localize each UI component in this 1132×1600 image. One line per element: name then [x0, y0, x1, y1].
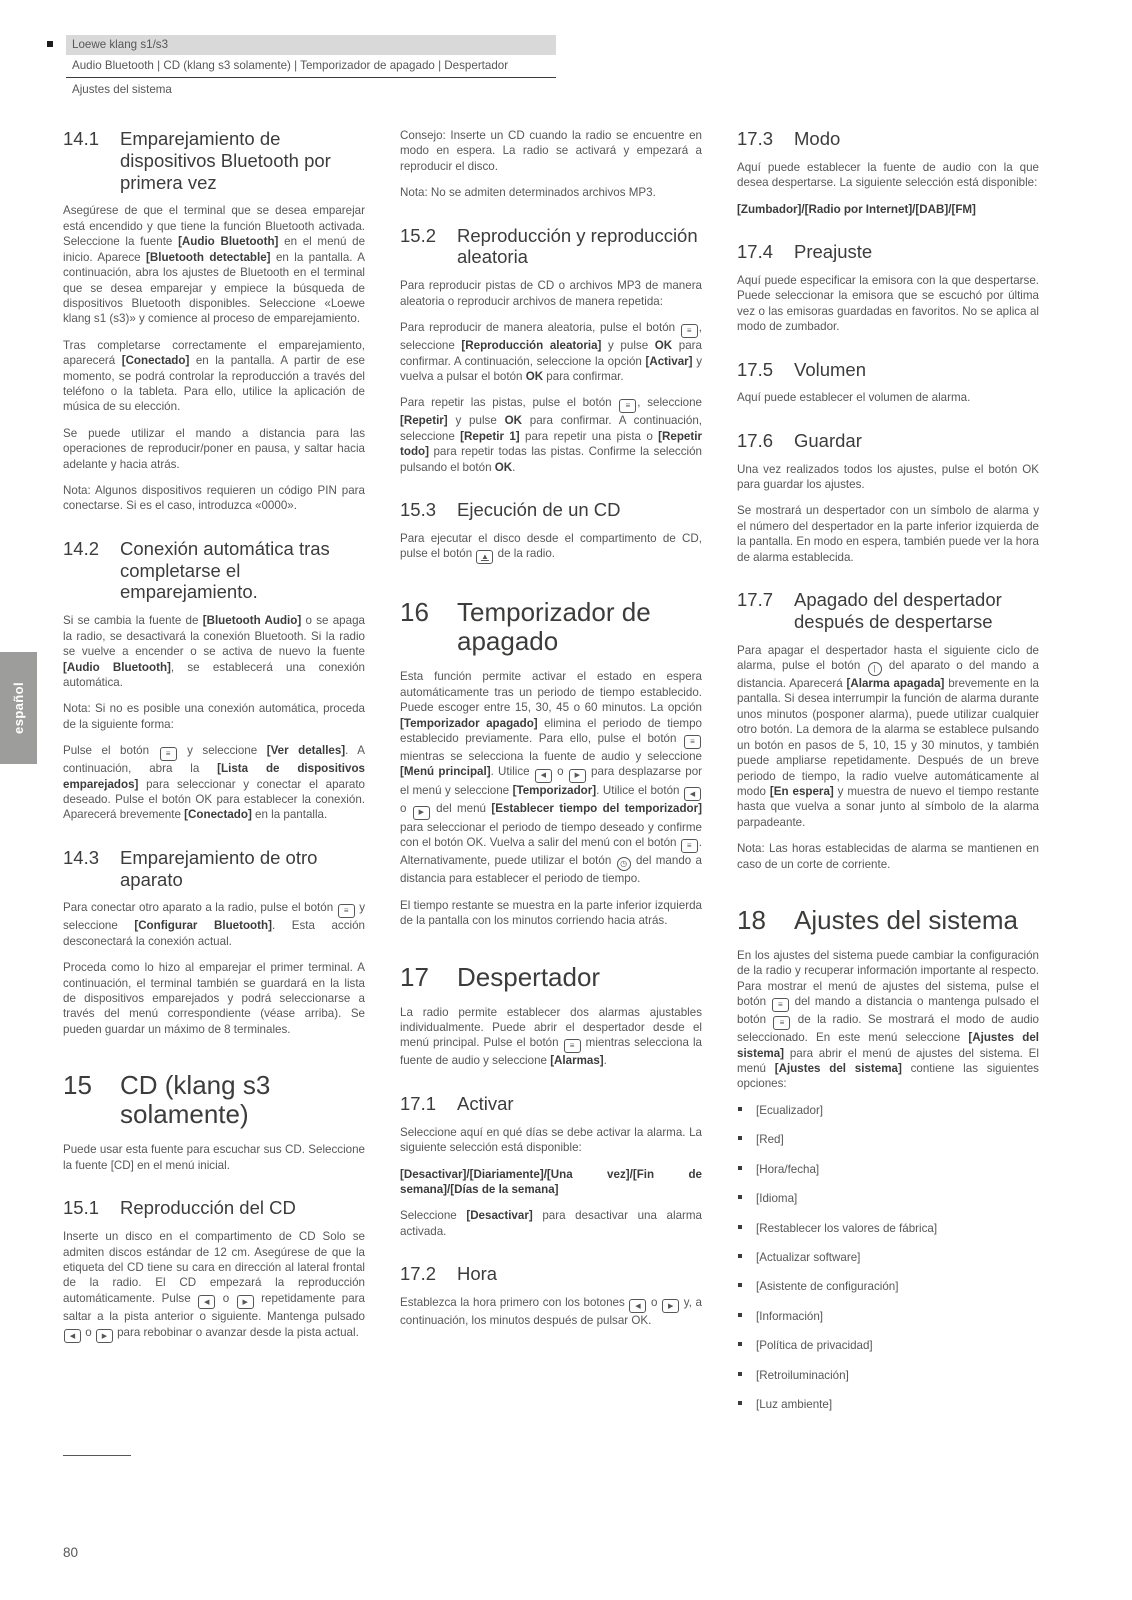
section-heading — [400, 499, 702, 521]
next-icon: ▶ — [237, 1295, 254, 1309]
bold-term: [Ajustes del sistema] — [774, 1062, 902, 1076]
section-14-2 — [63, 538, 365, 823]
section-title: Guardar — [794, 429, 862, 451]
menu-icon: ≡ — [772, 998, 789, 1012]
chapter-nav-line: Audio Bluetooth | CD (klang s3 solamente) | Temporizador de apagado | Despertador — [66, 55, 556, 78]
bold-term: [Desactivar] — [466, 1209, 533, 1223]
prev-icon: ◀ — [535, 769, 552, 783]
menu-icon: ≡ — [681, 324, 698, 338]
menu-icon: ≡ — [619, 399, 636, 413]
list-item: [Asistente de configuración] — [737, 1279, 1039, 1294]
section-number: 15 — [63, 1070, 92, 1101]
section-number: 15.3 — [400, 498, 437, 520]
bold-term: [Establecer tiempo del temporizador] — [491, 802, 702, 816]
section-17-2 — [400, 1263, 702, 1329]
paragraph: Nota: Las horas establecidas de alarma se mantienen en caso de un corte de corriente. — [737, 842, 1039, 871]
paragraph: Consejo: Inserte un CD cuando la radio se encuentre en modo en espera. La radio se activará y empezará a reproducir el disco. — [400, 129, 702, 173]
next-icon: ▶ — [569, 769, 586, 783]
section-heading — [63, 538, 365, 603]
section-17-3 — [737, 128, 1039, 217]
bold-term: [Audio Bluetooth] — [63, 660, 171, 674]
list-item: [Restablecer los valores de fábrica] — [737, 1221, 1039, 1236]
column-3 — [737, 128, 1039, 1426]
list-item: [Idioma] — [737, 1191, 1039, 1206]
section-heading — [737, 430, 1039, 452]
next-icon: ▶ — [96, 1329, 113, 1343]
section-heading — [63, 128, 365, 193]
section-number: 17.6 — [737, 429, 774, 451]
section-number: 15.1 — [63, 1197, 100, 1219]
language-tab — [0, 652, 37, 764]
bold-term: [Conectado] — [121, 354, 190, 368]
prev-icon: ◀ — [64, 1329, 81, 1343]
paragraph: Nota: Si no es posible una conexión automática, proceda de la siguiente forma: — [63, 702, 365, 731]
bold-term: [Repetir 1] — [460, 429, 520, 443]
page-number: 80 — [63, 1545, 79, 1560]
bold-term: [Lista de dispositivos emparejados] — [63, 762, 365, 791]
list-item: [Luz ambiente] — [737, 1397, 1039, 1412]
section-title: Volumen — [794, 358, 866, 380]
product-name: Loewe klang s1/s3 — [66, 35, 556, 55]
paragraph: Se mostrará un despertador con un símbolo de alarma y el número del despertador en la parte inferior izquierda de la pantalla. En modo en espera, también puede ver la hora de alarma establecida. — [737, 504, 1039, 564]
section-17-5 — [737, 359, 1039, 406]
list-item: [Red] — [737, 1132, 1039, 1147]
paragraph: La radio permite establecer dos alarmas ajustables individualmente. Puede abrir el despertador desde el menú principal. Pulse el botón ≡ mientras selecciona la fuente de audio y seleccione [Alarmas]. — [400, 1005, 702, 1068]
bold-term: OK — [504, 414, 522, 428]
section-title: Apagado del despertador después de despertarse — [794, 589, 1002, 632]
bullet-square-icon — [47, 41, 53, 47]
bold-term: [En espera] — [769, 784, 834, 798]
bold-term: [Menú principal] — [400, 765, 491, 779]
column-2 — [400, 128, 702, 1340]
chapter-nav-line-2: Ajustes del sistema — [72, 83, 172, 97]
paragraph: Establezca la hora primero con los botones ◀ o ▶ y, a continuación, los minutos después de pulsar OK. — [400, 1295, 703, 1328]
paragraph: Nota: No se admiten determinados archivos MP3. — [400, 186, 656, 200]
section-number: 17.2 — [400, 1263, 437, 1285]
bold-term: [Reproducción aleatoria] — [461, 339, 602, 353]
section-title: Reproducción y reproducción aleatoria — [457, 224, 698, 268]
section-15-1-notes — [400, 128, 702, 201]
next-icon: ▶ — [413, 806, 430, 820]
bold-term: [Configurar Bluetooth] — [134, 919, 272, 933]
bold-term: [Ajustes del sistema] — [737, 1031, 1039, 1060]
menu-icon: ≡ — [564, 1039, 581, 1053]
section-title: Temporizador de apagado — [457, 597, 651, 657]
menu-icon: ≡ — [684, 735, 701, 749]
section-14-3 — [63, 847, 365, 1038]
bold-term: [Desactivar]/[Diariamente]/[Una vez]/[Fin de semana]/[Días de la semana] — [400, 1167, 702, 1196]
section-heading — [737, 128, 1039, 150]
section-heading — [737, 359, 1039, 381]
eject-icon: ▲ — [476, 550, 493, 564]
section-number: 17.1 — [400, 1092, 437, 1114]
language-tab-label: español — [11, 682, 26, 734]
section-15-3 — [400, 499, 702, 564]
section-heading — [737, 589, 1039, 633]
section-heading — [737, 241, 1039, 263]
section-title: Hora — [457, 1263, 498, 1285]
paragraph: Aquí puede establecer el volumen de alarma. — [737, 391, 971, 405]
list-item: [Política de privacidad] — [737, 1338, 1039, 1353]
bold-term: OK — [525, 369, 544, 383]
menu-icon: ≡ — [338, 904, 355, 918]
section-number: 16 — [400, 597, 429, 628]
paragraph: Seleccione [Desactivar] para desactivar una alarma activada. — [400, 1209, 702, 1238]
paragraph: Puede usar esta fuente para escuchar sus CD. Seleccione la fuente [CD] en el menú inicial. — [63, 1143, 365, 1172]
section-number: 14.3 — [63, 846, 100, 868]
paragraph: Tras completarse correctamente el emparejamiento, aparecerá [Conectado] en la pantalla. A partir de ese momento, se podrá controlar la reproducción a través del teléfono o la tableta. Para ello, utilice la aplicación de música de su elección. — [63, 338, 365, 414]
section-number: 17.5 — [737, 358, 774, 380]
bold-term: [Bluetooth detectable] — [145, 250, 271, 264]
chapter-heading — [63, 1071, 365, 1129]
list-item: [Hora/fecha] — [737, 1162, 1039, 1177]
section-number: 17.3 — [737, 128, 774, 149]
paragraph: Inserte un disco en el compartimento de CD Solo se admiten discos estándar de 12 cm. Asegúrese de que la etiqueta del CD tiene su cara en dirección al lateral frontal de la radio. El CD empezará la reproducción automáticamente. Pulse ◀ o ▶ repetidamente para saltar a la pista anterior o siguiente. Mantenga pulsado ◀ o ▶ para rebobinar o avanzar desde la pista actual. — [63, 1229, 365, 1343]
paragraph: Pulse el botón ≡ y seleccione [Ver detalles]. A continuación, abra la [Lista de dispositivos emparejados] para seleccionar y conectar el aparato deseado. Pulse el botón OK para establecer la conexión. Aparecerá brevemente [Conectado] en la pantalla. — [63, 744, 365, 822]
paragraph: En los ajustes del sistema puede cambiar la configuración de la radio y recuperar información importante al respecto. Para mostrar el menú de ajustes del sistema, pulse el botón ≡ del mando a distancia o mantenga pulsado el botón ≡ de la radio. Se mostrará el modo de audio seleccionado. En este menú seleccione [Ajustes del sistema] para abrir el menú de ajustes del sistema. El menú [Ajustes del sistema] contiene las siguientes opciones: — [737, 949, 1040, 1091]
menu-icon: ≡ — [681, 839, 698, 853]
system-settings-options — [737, 1103, 1039, 1412]
section-17-7 — [737, 589, 1039, 872]
section-14-1 — [63, 128, 365, 514]
section-heading — [400, 1093, 702, 1115]
list-item: [Actualizar software] — [737, 1250, 1039, 1265]
chapter-heading — [400, 598, 702, 656]
list-item: [Información] — [737, 1309, 1039, 1324]
section-title: Ejecución de un CD — [457, 498, 621, 520]
bold-term: [Repetir todo] — [400, 429, 702, 459]
section-heading — [63, 847, 365, 891]
section-title: Emparejamiento de dispositivos Bluetooth por primera vez — [120, 128, 331, 193]
section-17 — [400, 963, 702, 1069]
bold-term: [Alarma apagada] — [846, 677, 945, 691]
section-number: 17.4 — [737, 241, 774, 263]
paragraph: Para reproducir pistas de CD o archivos MP3 de manera aleatoria o reproducir archivos de manera repetida: — [400, 279, 702, 308]
next-icon: ▶ — [662, 1299, 679, 1313]
paragraph: Una vez realizados todos los ajustes, pulse el botón OK para guardar los ajustes. — [737, 462, 1039, 491]
list-item: [Ecualizador] — [737, 1103, 1039, 1118]
paragraph: Proceda como lo hizo al emparejar el primer terminal. A continuación, el terminal también se guardará en la lista de dispositivos emparejados y podrá seleccionarse a través del menú correspondiente (véase arriba). Se pueden guardar un máximo de 8 terminales. — [63, 961, 365, 1036]
section-heading — [63, 1197, 365, 1219]
section-17-6 — [737, 430, 1039, 565]
paragraph: Se puede utilizar el mando a distancia para las operaciones de reproducir/poner en pausa, y saltar hacia adelante y hacia atrás. — [63, 426, 365, 471]
paragraph: Asegúrese de que el terminal que se desea emparejar está encendido y que tiene la función Bluetooth activada. Seleccione la fuente [Audio Bluetooth] en el menú de inicio. Aparece [Bluetooth detectable] en la pantalla. A continuación, abra los ajustes de Bluetooth en el terminal que se desea emparejar y empiece la búsqueda de dispositivos Bluetooth disponibles. Seleccione «Loewe klang s1 (s3)» y comience al proceso de emparejamiento. — [63, 204, 366, 326]
paragraph — [737, 202, 1039, 217]
paragraph: Esta función permite activar el estado en espera automáticamente tras un periodo de tiempo establecido. Puede escoger entre 15, 30, 45 o 60 minutos. La opción [Temporizador apagado] elimina el periodo de tiempo establecido previamente. Para ello, pulse el botón ≡ mientras se selecciona la fuente de audio y seleccione [Menú principal]. Utilice ◀ o ▶ para desplazarse por el menú y seleccione [Temporizador]. Utilice el botón ◀ o ▶ del menú [Establecer tiempo del temporizador] para seleccionar el periodo de tiempo deseado y confirme con el botón OK. Vuelva a salir del menú con el botón ≡ . Alternativamente, puede utilizar el botón ◷ del mando a distancia para establecer el periodo de tiempo. — [400, 670, 703, 886]
section-number: 17 — [400, 961, 429, 992]
paragraph: Para reproducir de manera aleatoria, pulse el botón ≡ , seleccione [Reproducción aleatoria] y pulse OK para confirmar. A continuación, seleccione la opción [Activar] y vuelva a pulsar el botón OK para confirmar. — [400, 321, 702, 383]
page-header — [66, 35, 556, 97]
section-title: Emparejamiento de otro aparato — [120, 846, 318, 890]
column-1 — [63, 128, 365, 1354]
section-17-4 — [737, 241, 1039, 334]
bold-term: [Ver detalles] — [266, 744, 346, 758]
section-number: 15.2 — [400, 224, 437, 246]
section-title: Ajustes del sistema — [794, 904, 1018, 935]
clock-icon: ◷ — [617, 857, 631, 871]
section-17-1 — [400, 1093, 702, 1239]
chapter-heading — [400, 963, 702, 992]
list-item: [Retroiluminación] — [737, 1368, 1039, 1383]
section-15-1 — [63, 1197, 365, 1343]
section-title: CD (klang s3 solamente) — [120, 1070, 271, 1130]
bold-term: [Audio Bluetooth] — [178, 235, 279, 249]
menu-icon: ≡ — [160, 747, 177, 761]
bold-term: [Zumbador]/[Radio por Internet]/[DAB]/[FM] — [737, 202, 976, 216]
prev-icon: ◀ — [198, 1295, 215, 1309]
paragraph: Seleccione aquí en qué días se debe activar la alarma. La siguiente selección está disponible: — [400, 1125, 702, 1155]
menu-icon: ≡ — [773, 1016, 790, 1030]
section-title: Modo — [794, 128, 841, 149]
section-number: 18 — [737, 904, 766, 935]
footnote-divider — [63, 1455, 131, 1456]
paragraph: Si se cambia la fuente de [Bluetooth Audio] o se apaga la radio, se desactivará la conexión Bluetooth. Si la radio se vuelve a encender o se activa de nuevo la fuente [Audio Bluetooth], se establecerá una conexión automática. — [63, 614, 365, 689]
section-title: Conexión automática tras completarse el emparejamiento. — [120, 537, 330, 603]
section-15-2 — [400, 225, 702, 475]
bold-term: OK — [494, 460, 513, 474]
paragraph: Nota: Algunos dispositivos requieren un código PIN para conectarse. Si es el caso, introduzca «0000». — [63, 483, 365, 513]
section-title: Despertador — [457, 961, 601, 992]
chapter-heading — [737, 906, 1039, 935]
section-heading — [400, 1263, 702, 1285]
section-title: Reproducción del CD — [120, 1197, 296, 1219]
paragraph: Para repetir las pistas, pulse el botón ≡ , seleccione [Repetir] y pulse OK para confirmar. A continuación, seleccione [Repetir 1] para repetir una pista o [Repetir todo] para repetir todas las pistas. Confirme la selección pulsando el botón OK. — [400, 396, 702, 474]
paragraph: Para conectar otro aparato a la radio, pulse el botón ≡ y seleccione [Configurar Bluetooth]. Esta acción desconectará la conexión actual. — [63, 901, 365, 948]
paragraph — [400, 1167, 702, 1198]
section-18 — [737, 906, 1039, 1412]
paragraph: Aquí puede establecer la fuente de audio con la que desea despertarse. La siguiente selección está disponible: — [737, 160, 1039, 190]
section-title: Preajuste — [794, 241, 873, 263]
section-number: 17.7 — [737, 589, 774, 610]
section-number: 14.1 — [63, 128, 100, 149]
paragraph: Para ejecutar el disco desde el compartimento de CD, pulse el botón ▲ de la radio. — [400, 531, 702, 564]
paragraph: Aquí puede especificar la emisora con la que despertarse. Puede seleccionar la emisora que se escuchó por última vez o las emisoras guardadas en favoritos. No se aplica al modo de zumbador. — [737, 273, 1039, 334]
section-16 — [400, 598, 702, 928]
power-icon: | — [868, 662, 882, 676]
section-number: 14.2 — [63, 537, 100, 559]
section-title: Activar — [457, 1092, 514, 1114]
prev-icon: ◀ — [629, 1299, 646, 1313]
bold-term: [Alarmas] — [550, 1054, 604, 1068]
bold-term: [Temporizador] — [512, 783, 597, 797]
bold-term: [Activar] — [645, 354, 693, 368]
paragraph: El tiempo restante se muestra en la parte inferior izquierda de la pantalla con los minutos corriendo hacia atrás. — [400, 898, 702, 928]
bold-term: [Temporizador apagado] — [400, 716, 538, 730]
paragraph: Para apagar el despertador hasta el siguiente ciclo de alarma, pulse el botón | del aparato o del mando a distancia. Aparecerá [Alarma apagada] brevemente en la pantalla. Si desea interrumpir la función de alarma durante unos minutos (posponer alarma), puede utilizar cualquier otro botón. La demora de la alarma se establece pulsando un botón en pasos de 5, 10, 15 y 30 minutos, y también puede ampliarse repetidamente. Después de un breve periodo de tiempo, la radio vuelve automáticamente al modo [En espera] y muestra de nuevo el tiempo restante hasta que vuelva a sonar junto al símbolo de la alarma parpadeante. — [737, 643, 1040, 829]
section-heading — [400, 225, 702, 269]
bold-term: [Conectado] — [184, 808, 252, 822]
bold-term: [Bluetooth Audio] — [202, 614, 302, 628]
prev-icon: ◀ — [684, 787, 701, 801]
bold-term: [Repetir] — [400, 414, 448, 428]
section-15 — [63, 1071, 365, 1173]
bold-term: OK — [654, 339, 673, 353]
